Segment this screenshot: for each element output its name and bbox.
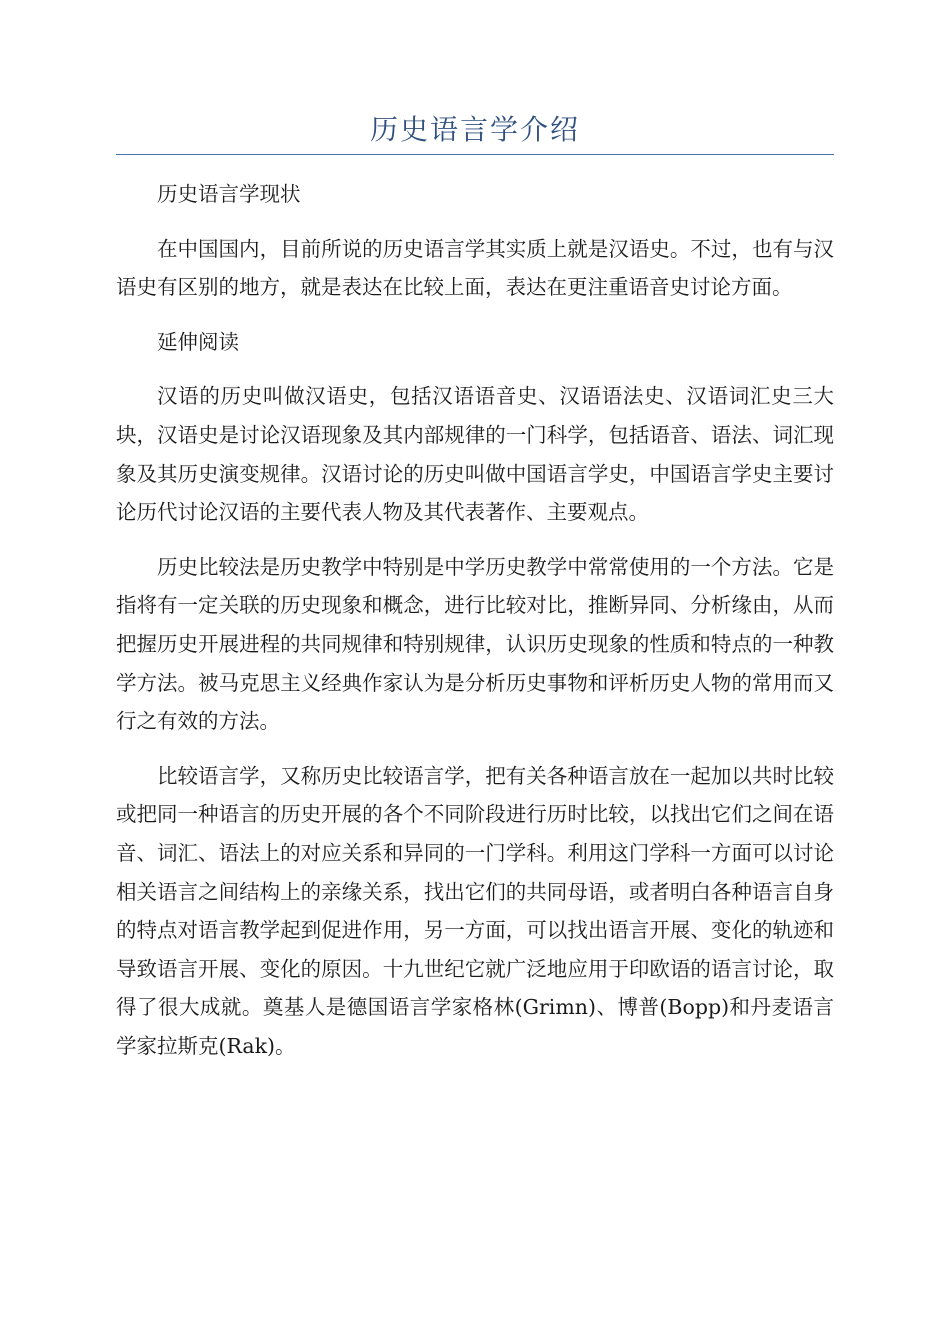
paragraph-comparative-linguistics: 比较语言学，又称历史比较语言学，把有关各种语言放在一起加以共时比较或把同一种语言的历史开展的各个不同阶段进行历时比较，以找出它们之间在语音、词汇、语法上的对应关系和异同的一门学科。利用这门学科一方面可以讨论相关语言之间结构上的亲缘关系，找出它们的共同母语，或者明白各种语言自身的特点对语言教学起到促进作用，另一方面，可以找出语言开展、变化的轨迹和导致语言开展、变化的原因。十九世纪它就广泛地应用于印欧语的语言讨论，取得了很大成就。奠基人是德国语言学家格林(Grimn)、博普(Bopp)和丹麦语言学家拉斯克(Rak)。 <box>116 763 834 1058</box>
title-underline <box>116 154 834 155</box>
document-body <box>116 175 834 1081</box>
paragraph-chinese-history: 汉语的历史叫做汉语史，包括汉语语音史、汉语语法史、汉语词汇史三大块，汉语史是讨论汉语现象及其内部规律的一门科学，包括语音、语法、词汇现象及其历史演变规律。汉语讨论的历史叫做中国语言学史，中国语言学史主要讨论历代讨论汉语的主要代表人物及其代表著作、主要观点。 <box>116 384 834 525</box>
section-heading-status: 历史语言学现状 <box>157 182 301 206</box>
paragraph-status-body: 在中国国内，目前所说的历史语言学其实质上就是汉语史。不过，也有与汉语史有区别的地方，就是表达在比较上面，表达在更注重语音史讨论方面。 <box>116 236 834 300</box>
paragraph-comparative-method: 历史比较法是历史教学中特别是中学历史教学中常常使用的一个方法。它是指将有一定关联的历史现象和概念，进行比较对比，推断异同、分析缘由，从而把握历史开展进程的共同规律和特别规律，认识历史现象的性质和特点的一种教学方法。被马克思主义经典作家认为是分析历史事物和评析历史人物的常用而又行之有效的方法。 <box>116 554 834 734</box>
section-heading-further-reading: 延伸阅读 <box>157 329 239 354</box>
document-title: 历史语言学介绍 <box>369 113 580 146</box>
